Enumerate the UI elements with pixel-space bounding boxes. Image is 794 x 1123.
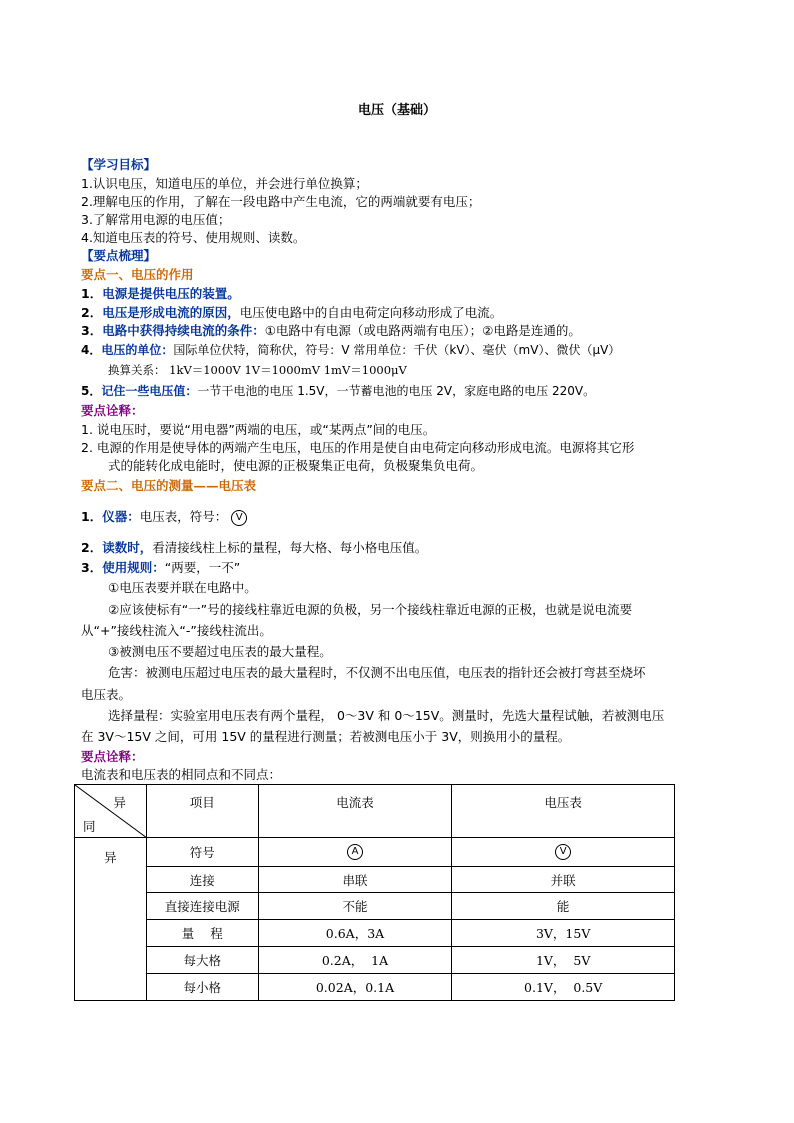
rule-line: ①电压表要并联在电路中。 — [108, 580, 257, 595]
item-key: 记住一些电压值： — [101, 384, 198, 398]
point1-item — [81, 322, 581, 340]
row-voltmeter: 0.1V， 0.5V — [452, 974, 675, 1001]
item-key: 电压的单位： — [101, 343, 174, 357]
point1-explain-heading: 要点诠释： — [81, 403, 144, 418]
goal-item: 4.知道电压表的符号、使用规则、读数。 — [81, 230, 306, 245]
review-heading: 【要点梳理】 — [81, 248, 157, 263]
instrument-line — [81, 508, 247, 526]
rule-line: 在 3V～15V 之间，可用 15V 的量程进行测量；若被测电压小于 3V，则换用小的量程。 — [81, 729, 571, 744]
item-text: 国际单位伏特，简称伏，符号：V 常用单位：千伏（kV）、毫伏（mV）、微伏（μV） — [173, 343, 621, 357]
row-ammeter: 0.2A， 1A — [258, 947, 452, 974]
point1-heading: 要点一、电压的作用 — [81, 267, 194, 282]
item-number: 5． — [81, 384, 102, 398]
row-item: 直接连接电源 — [146, 893, 258, 920]
header-voltmeter: 电压表 — [452, 785, 675, 838]
page-title: 电压（基础） — [357, 103, 436, 118]
point1-item — [81, 382, 595, 400]
table-row — [75, 893, 675, 920]
row-voltmeter: 3V，15V — [452, 920, 675, 947]
row-item: 量 程 — [146, 920, 258, 947]
row-voltmeter: 并联 — [452, 867, 675, 893]
group-label: 异 — [75, 838, 147, 1001]
row-voltmeter: 能 — [452, 893, 675, 920]
row-ammeter: 串联 — [258, 867, 452, 893]
explain-item: 2. 电源的作用是使导体的两端产生电压，电压的作用是使自由电荷定向移动形成电流。电源将其它形 — [81, 440, 635, 455]
corner-bottom-label: 同 — [83, 819, 96, 834]
goal-item: 1.认识电压，知道电压的单位，并会进行单位换算； — [81, 176, 368, 191]
table-row — [75, 867, 675, 893]
item-number: 3． — [81, 560, 103, 575]
table-row — [75, 920, 675, 947]
point2-heading: 要点二、电压的测量——电压表 — [81, 478, 257, 493]
table-header-row — [75, 785, 675, 838]
corner-top-label: 异 — [113, 795, 126, 810]
goals-heading: 【学习目标】 — [81, 157, 157, 172]
row-ammeter: 0.02A，0.1A — [258, 974, 452, 1001]
item-key: 仪器： — [102, 509, 140, 524]
item-text: ①电路中有电源（或电路两端有电压）；②电路是连通的。 — [264, 323, 581, 338]
row-voltmeter — [452, 838, 675, 867]
explain-item: 1. 说电压时，要说“用电器”两端的电压，或“某两点”间的电压。 — [81, 422, 436, 437]
item-number: 1． — [81, 509, 103, 524]
row-item: 每小格 — [146, 974, 258, 1001]
point1-item — [81, 285, 240, 303]
item-key: 电压是形成电流的原因， — [102, 305, 240, 320]
item-number: 1． — [81, 286, 103, 301]
item-key: 电路中获得持续电流的条件： — [102, 323, 265, 338]
row-ammeter — [258, 838, 452, 867]
reading-line — [81, 539, 427, 557]
header-item: 项目 — [146, 785, 258, 838]
usage-line — [81, 559, 240, 577]
ammeter-symbol-icon: A — [347, 844, 363, 860]
rule-line: ③被测电压不要超过电压表的最大量程。 — [108, 644, 332, 659]
item-key: 读数时， — [102, 540, 153, 555]
rule-line: 危害：被测电压超过电压表的最大量程时，不仅测不出电压值，电压表的指针还会被打弯甚至烧坏 — [108, 665, 646, 680]
rule-line: 选择量程：实验室用电压表有两个量程， 0～3V 和 0～15V。测量时，先选大量程试触，若被测电压 — [108, 708, 665, 723]
table-row — [75, 838, 675, 867]
item-number: 4． — [81, 343, 102, 357]
explain-item: 式的能转化成电能时，使电源的正极聚集正电荷，负极聚集负电荷。 — [108, 458, 484, 473]
rule-line: 从“+”接线柱流入“-”接线柱流出。 — [81, 623, 272, 638]
conversion-line: 换算关系： 1kV＝1000V 1V＝1000mV 1mV＝1000μV — [108, 363, 407, 377]
item-text: 一节干电池的电压 1.5V，一节蓄电池的电压 2V，家庭电路的电压 220V。 — [197, 384, 596, 398]
header-ammeter: 电流表 — [258, 785, 452, 838]
corner-cell — [75, 785, 147, 838]
comparison-table — [74, 784, 675, 1001]
goal-item: 2.理解电压的作用，了解在一段电路中产生电流，它的两端就要有电压； — [81, 194, 481, 209]
row-voltmeter: 1V， 5V — [452, 947, 675, 974]
item-key: 电源是提供电压的装置。 — [102, 286, 240, 301]
row-item: 每大格 — [146, 947, 258, 974]
item-number: 3． — [81, 323, 103, 338]
goal-item: 3.了解常用电源的电压值； — [81, 212, 231, 227]
point1-item — [81, 341, 620, 359]
item-text: “两要，一不” — [164, 560, 241, 575]
voltmeter-symbol-icon: V — [231, 510, 247, 526]
table-row — [75, 947, 675, 974]
row-ammeter: 0.6A，3A — [258, 920, 452, 947]
table-row — [75, 974, 675, 1001]
row-item: 符号 — [146, 838, 258, 867]
item-key: 使用规则： — [102, 560, 165, 575]
rule-line: 电压表。 — [81, 687, 132, 702]
row-item: 连接 — [146, 867, 258, 893]
item-text: 看清接线柱上标的量程，每大格、每小格电压值。 — [152, 540, 428, 555]
item-number: 2． — [81, 540, 103, 555]
point2-explain-heading: 要点诠释： — [81, 749, 144, 764]
row-ammeter: 不能 — [258, 893, 452, 920]
voltmeter-symbol-icon: V — [555, 844, 571, 860]
table-intro: 电流表和电压表的相同点和不同点： — [81, 767, 282, 782]
rule-line: ②应该使标有“一”号的接线柱靠近电源的负极，另一个接线柱靠近电源的正极，也就是说电流要 — [108, 602, 633, 617]
point1-item — [81, 304, 502, 322]
item-number: 2． — [81, 305, 103, 320]
item-text: 电压使电路中的自由电荷定向移动形成了电流。 — [239, 305, 503, 320]
item-text: 电压表，符号： — [139, 509, 228, 524]
